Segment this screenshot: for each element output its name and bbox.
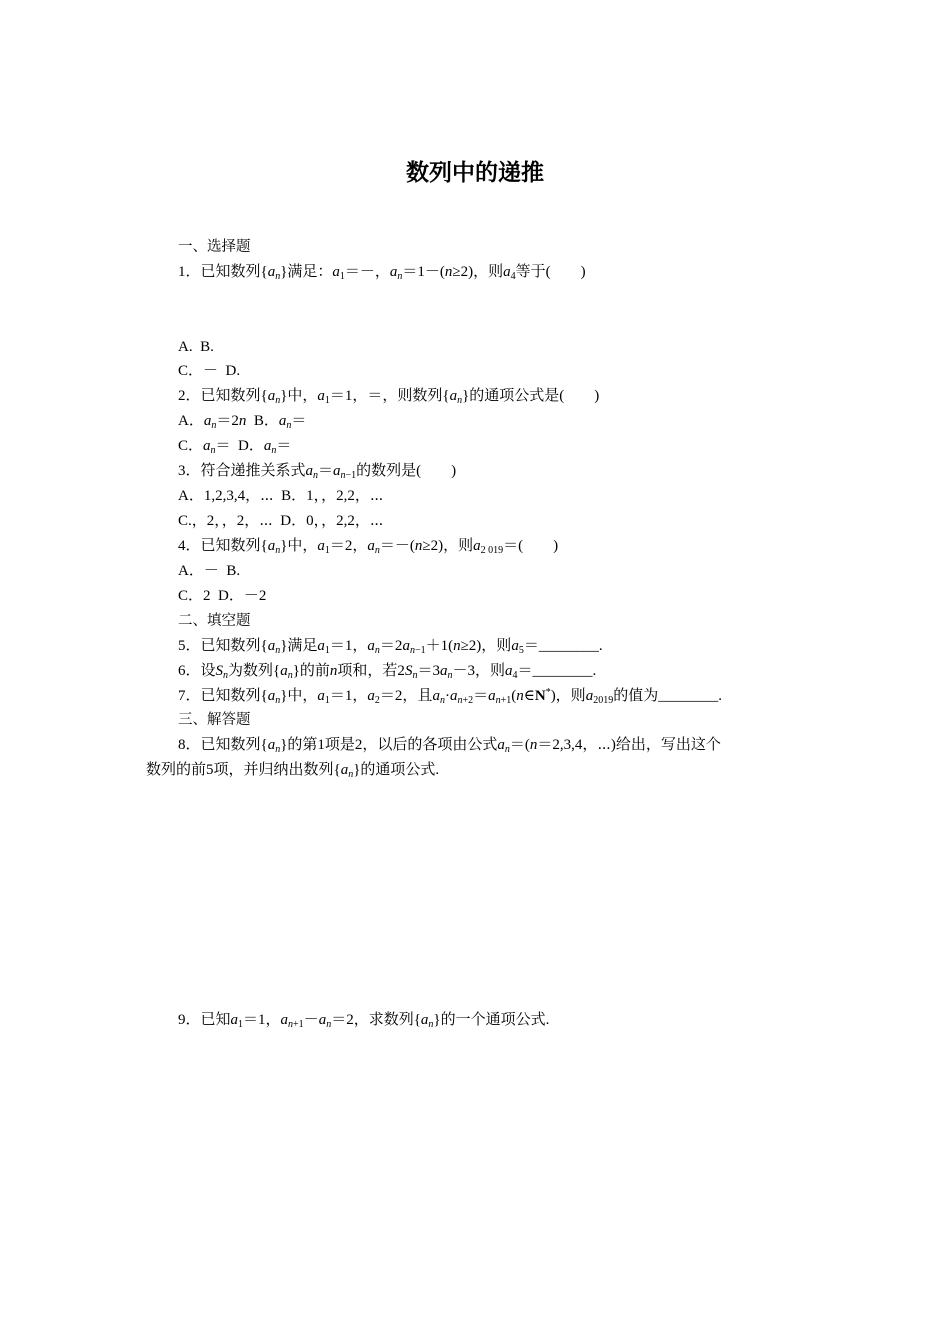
question-9: 9．已知$a_1=1$，$a_{n+1}-a_n=2$，求数列$\{a_n\}$的一个通项公式. [178,1012,550,1030]
section-heading-answer: 三、解答题 [178,712,251,728]
question-4-options-cd: C．2 D．－2 [178,588,267,604]
question-1-options-ab: A. B. [178,339,214,355]
question-5: 5．已知数列$\{a_n\}$满足$a_1=1$，$a_n=2a_{n-1}+1(n\ge 2)$，则$a_5=\_\_\_\_\_\_\_\_$. [178,638,603,656]
page-title: 数列中的递推 [406,160,544,186]
section-heading-choice: 一、选择题 [178,239,251,255]
question-2-options-cd: C．$a_n= D$．$a_n=$ [178,438,292,456]
question-8-line-1: 8．已知数列$\{a_n\}$的第1项是2，以后的各项由公式$a_n=(n=2,3,4$，⋯)给出，写出这个 [178,737,721,755]
question-2-options-ab: A．$a_n=2n$ B．$a_n=$ [178,413,307,431]
question-3: 3．符合递推关系式$a_n=a_{n-1}$的数列是( ) [178,463,457,481]
question-1: 1．已知数列$\{a_n\}$满足：$a_1=-$，$a_n=1-(n\ge 2)$，则$a_4$等于( ) [178,264,586,282]
question-7: 7．已知数列$\{a_n\}$中，$a_1=1$，$a_2=2$，且$a_n\cdot a_{n+2}=a_{n+1}(n\in N^*)$，则$a_{2019}$的值为________. [178,687,722,706]
question-3-options-ab: A．1,2,3,4，⋯ B．1，，2,2，⋯ [178,488,384,504]
section-heading-fill: 二、填空题 [178,613,251,629]
question-8-line-2: 数列的前5项，并归纳出数列$\{a_n\}$的通项公式. [146,762,440,780]
question-3-options-cd: C.，2，，2，⋯ D．0，，2,2，⋯ [178,513,384,529]
question-4: 4．已知数列$\{a_n\}$中，$a_1=2$，$a_n=-(n\ge 2)$，则$a_{2 019}=$( ) [178,538,559,556]
question-2: 2．已知数列$\{a_n\}$中，$a_1=1$，＝，则数列$\{a_n\}$的通项公式是( ) [178,388,600,406]
question-1-options-cd: C．－ D. [178,363,241,379]
question-6: 6．设$S_n$为数列$\{a_n\}$的前n项和，若$2S_n=3a_n-3$，则$a_4=\_\_\_\_\_\_\_\_$. [178,663,597,681]
question-4-options-ab: A．－ B. [178,563,241,579]
